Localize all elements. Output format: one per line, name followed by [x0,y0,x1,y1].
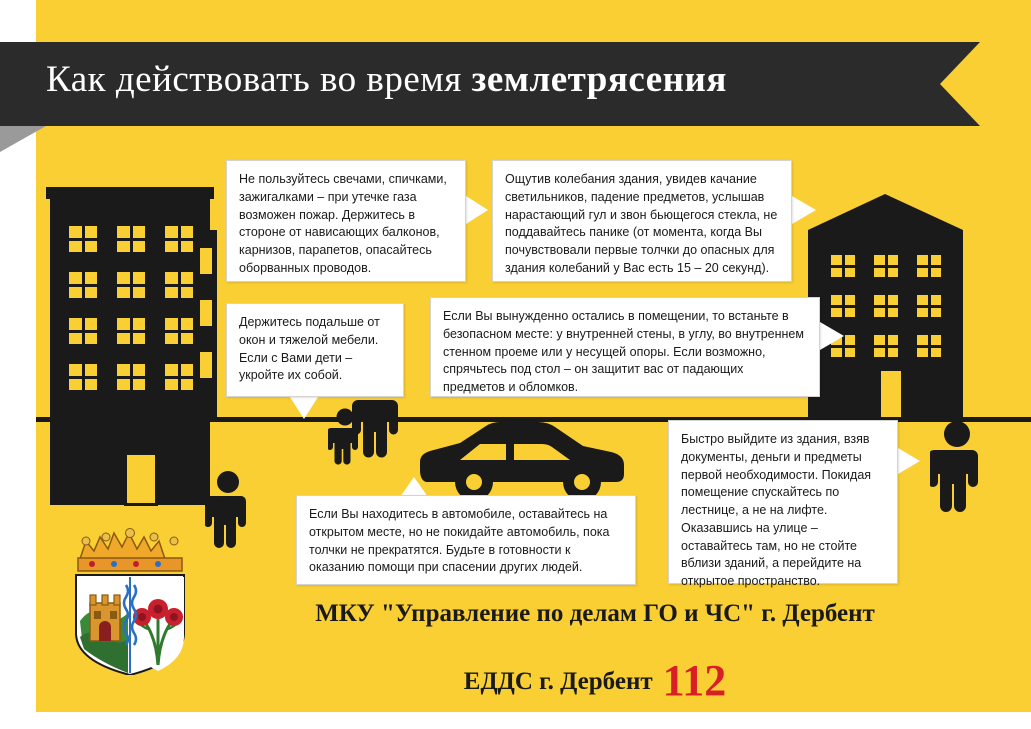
window [828,292,858,320]
left-building-roof [46,187,214,199]
callout-2-tail [792,196,816,224]
callout-in-car: Если Вы находитесь в автомобиле, оставайтесь на открытом месте, но не покидайте автомобиль, пока толчки не прекратятся. Будьте в готовности к оказанию помощи при спасении других людей. [296,495,636,585]
window [871,252,901,280]
person-icon-right [930,420,984,518]
window [871,292,901,320]
right-building-windows [828,252,944,360]
window [66,269,100,301]
bottom-white-margin [0,712,1031,729]
callout-5-tail [400,477,428,497]
person-icon-left [205,470,251,550]
callout-3-tail [290,397,318,419]
footer-eddc-label: ЕДДС г. Дербент [463,668,653,695]
annex-window [200,248,212,274]
callout-first-tremors: Ощутив колебания здания, увидев качание светильников, падение предметов, услышав нарастающий гул и звон бьющегося стекла, не поддавайтесь панике (от момента, когда Вы почувствовали первые толчки до опасных для здания колебаний у Вас есть 15 – 20 секунд). [492,160,792,282]
callout-6-tail [898,448,920,474]
callout-exit-building: Быстро выйдите из здания, взяв документы, деньги и предметы первой необходимости. Покидая помещение спускайтесь по лестнице, а не на лифте. Оказавшись на улице – оставайтесь там, но не стойте вблизи зданий, а перейдите на открытое пространство. [668,420,898,584]
window [162,223,196,255]
window [871,332,901,360]
page-title [46,58,926,101]
left-building-windows [66,223,196,393]
emergency-number: 112 [662,656,727,705]
header-banner-arrow [940,42,980,126]
footer-emergency-line [200,655,990,706]
window [914,292,944,320]
annex-window [200,352,212,378]
window [66,361,100,393]
left-building-door [124,452,158,506]
derbent-coat-of-arms [62,525,198,675]
callout-1-tail [466,196,488,224]
window [66,315,100,347]
window [66,223,100,255]
callout-4-tail [820,322,844,350]
window [114,361,148,393]
window [114,269,148,301]
window [114,223,148,255]
window [914,252,944,280]
car-icon [418,420,630,504]
right-building-roof [808,194,963,230]
annex-window [200,300,212,326]
callout-safe-place-indoors: Если Вы вынужденно остались в помещении, то встаньте в безопасном месте: у внутренней стены, в углу, во внутреннем стенном проеме или у несущей опоры. Если возможно, спрячьтесь под стол – он защитит вас от падающих предметов и обломков. [430,297,820,397]
person-icon-child [328,408,362,466]
window [162,315,196,347]
window [114,315,148,347]
right-building-door [878,368,904,420]
window [162,361,196,393]
footer-organization: МКУ "Управление по делам ГО и ЧС" г. Дербент [315,600,875,627]
callout-gas-fire: Не пользуйтесь свечами, спичками, зажигалками – при утечке газа возможен пожар. Держитесь в стороне от нависающих балконов, карнизов, парапетов, опасайтесь оборванных проводов. [226,160,466,282]
window [162,269,196,301]
page-title-bold: землетрясения [471,59,727,100]
window [828,252,858,280]
callout-stay-away-windows: Держитесь подальше от окон и тяжелой мебели. Если с Вами дети – укройте их собой. [226,303,404,397]
page-title-plain: Как действовать во время [46,59,472,100]
window [914,332,944,360]
